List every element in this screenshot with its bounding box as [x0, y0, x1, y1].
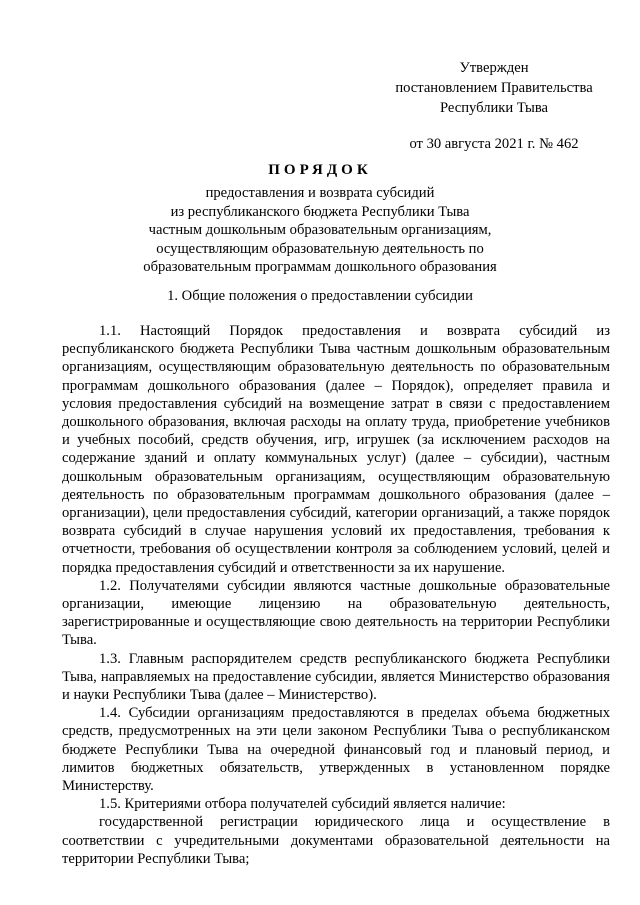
paragraph: государственной регистрации юридического лица и осуществление в соответствии с учредительными документами образовательной деятельности на территории Республики Тыва;	[62, 814, 610, 867]
paragraph: 1.4. Субсидии организациям предоставляются в пределах объема бюджетных средств, предусмотренных на эти цели законом Республики Тыва о республиканском бюджете Республики Тыва на очередной финансовый год и плановый период, и лимитов бюджетных обязательств, утвержденных в установленном порядке Министерству.	[62, 705, 610, 795]
approval-block	[384, 58, 604, 154]
approval-line: Утвержден	[459, 60, 529, 76]
approval-line: Республики Тыва	[439, 100, 549, 116]
paragraph: 1.3. Главным распорядителем средств республиканского бюджета Республики Тыва, направляемых на предоставление субсидии, является Министерство образования и науки Республики Тыва (далее – Министерство).	[62, 650, 610, 704]
section-heading: 1. Общие положения о предоставлении субсидии	[167, 288, 473, 304]
paragraph: 1.2. Получателями субсидии являются частные дошкольные образовательные организации, имеющие лицензию на образовательную деятельность, зарегистрированные и осуществляющие свою деятельность на территории Республики Тыва.	[62, 577, 610, 649]
document-title: ПОРЯДОК	[268, 162, 372, 178]
subtitle-line: предоставления и возврата субсидий	[205, 185, 435, 201]
subtitle-line: осуществляющим образовательную деятельность по	[156, 240, 484, 257]
subtitle-line: частным дошкольным образовательным организациям,	[148, 222, 492, 239]
approval-date: от 30 августа 2021 г. № 462	[409, 136, 579, 152]
paragraph: 1.1. Настоящий Порядок предоставления и возврата субсидий из республиканского бюджета Республики Тыва частным дошкольным образовательным организациям, осуществляющим образовательную деятельность по образовательным программам дошкольного образования (далее – Порядок), определяет правила и условия предоставления субсидий на возмещение затрат в связи с предоставлением дошкольного образования, включая расходы на оплату труда, приобретение учебников и учебных пособий, средств обучения, игр, игрушек (за исключением расходов на содержание зданий и оплату коммунальных услуг) (далее – субсидии), частным дошкольным образовательным организациям, осуществляющим образовательную деятельность по образовательным программам дошкольного образования (далее – организации), цели предоставления субсидий, категории организаций, а также порядок возврата субсидий в случае нарушения условий их предоставления, требования к отчетности, требования об осуществлении контроля за соблюдением условий, целей и порядка предоставления субсидий и ответственности за их нарушение.	[62, 323, 610, 576]
document-body	[62, 322, 610, 868]
paragraph: 1.5. Критериями отбора получателей субсидий является наличие:	[99, 796, 506, 813]
subtitle-line: образовательным программам дошкольного образования	[143, 259, 497, 276]
subtitle-line: из республиканского бюджета Республики Тыва	[170, 203, 470, 220]
document-subtitle	[90, 184, 550, 277]
approval-line: постановлением Правительства	[395, 80, 593, 96]
